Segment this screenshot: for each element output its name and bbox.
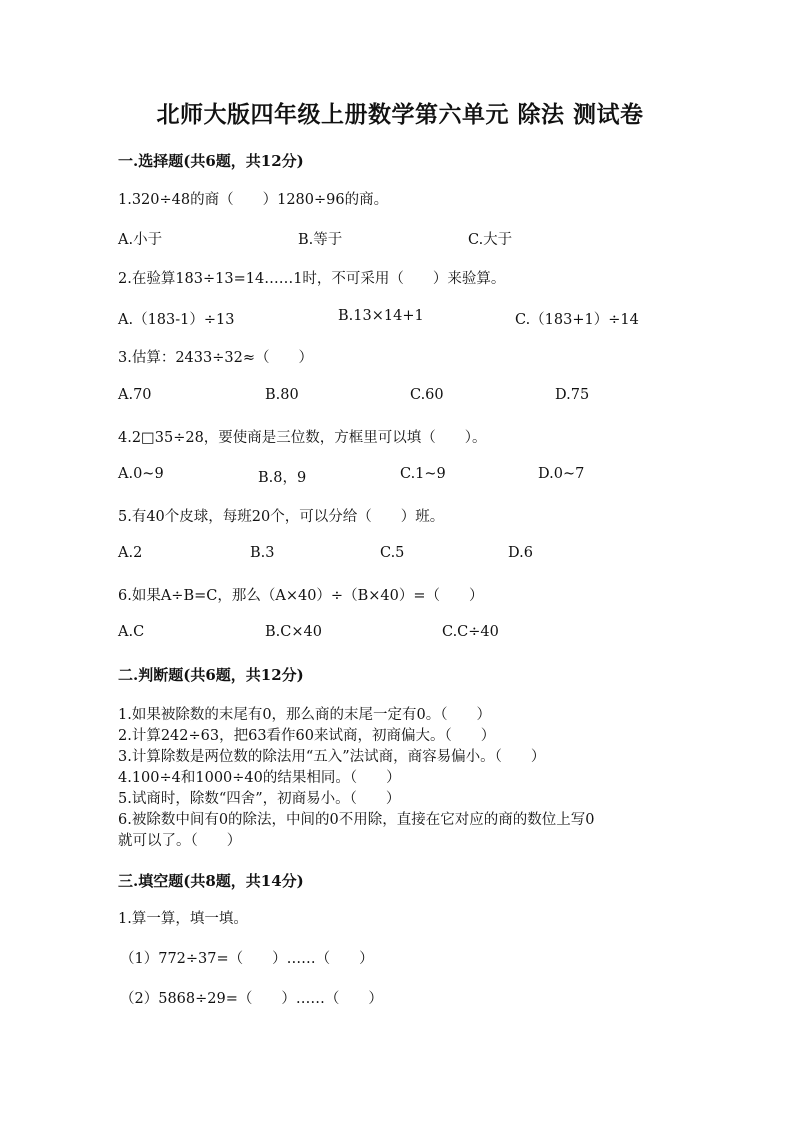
q4-option-b: B.8，9: [258, 470, 307, 486]
q4-option-d: D.0~7: [538, 466, 585, 482]
q3-option-a: A.70: [118, 387, 152, 403]
q1-option-a: A.小于: [118, 232, 163, 248]
judge-line-6-cont: 就可以了。（ ）: [118, 833, 242, 849]
judge-line-4: 4.100÷4和1000÷40的结果相同。（ ）: [118, 770, 401, 786]
q3-option-c: C.60: [410, 387, 444, 403]
judge-line-2: 2.计算242÷63，把63看作60来试商，初商偏大。（ ）: [118, 728, 496, 744]
q6-option-a: A.C: [118, 624, 145, 640]
q1-option-b: B.等于: [298, 232, 343, 248]
q2-option-c: C.（183+1）÷14: [515, 312, 639, 328]
question-2: 2.在验算183÷13=14……1时，不可采用（ ）来验算。: [118, 271, 506, 287]
question-3: 3.估算：2433÷32≈（ ）: [118, 350, 313, 366]
q4-option-a: A.0~9: [118, 466, 164, 482]
q3-option-d: D.75: [555, 387, 590, 403]
q5-option-a: A.2: [118, 545, 143, 561]
question-6: 6.如果A÷B=C，那么（A×40）÷（B×40）=（ ）: [118, 588, 484, 604]
q5-option-b: B.3: [250, 545, 275, 561]
fill-sub-2: （2）5868÷29=（ ）……（ ）: [120, 991, 383, 1007]
judge-line-1: 1.如果被除数的末尾有0，那么商的末尾一定有0。（ ）: [118, 707, 492, 723]
q2-option-a: A.（183-1）÷13: [118, 312, 235, 328]
section-heading-judge: 二.判断题(共6题，共12分): [118, 666, 304, 684]
q5-option-d: D.6: [508, 545, 533, 561]
question-1: 1.320÷48的商（ ）1280÷96的商。: [118, 192, 389, 208]
q1-option-c: C.大于: [468, 232, 513, 248]
q6-option-b: B.C×40: [265, 624, 322, 640]
judge-line-5: 5.试商时，除数“四舍”，初商易小。（ ）: [118, 791, 401, 807]
question-4: 4.2□35÷28，要使商是三位数，方框里可以填（ ）。: [118, 430, 487, 446]
question-5: 5.有40个皮球，每班20个，可以分给（ ）班。: [118, 509, 445, 525]
q3-option-b: B.80: [265, 387, 299, 403]
judge-line-6: 6.被除数中间有0的除法，中间的0不用除，直接在它对应的商的数位上写0: [118, 812, 595, 828]
q6-option-c: C.C÷40: [442, 624, 499, 640]
section-heading-choice: 一.选择题(共6题，共12分): [118, 152, 304, 170]
fill-question-1: 1.算一算，填一填。: [118, 911, 248, 927]
q5-option-c: C.5: [380, 545, 405, 561]
q4-option-c: C.1~9: [400, 466, 446, 482]
fill-sub-1: （1）772÷37=（ ）……（ ）: [120, 951, 374, 967]
section-heading-fill: 三.填空题(共8题，共14分): [118, 872, 304, 890]
page-title: 北师大版四年级上册数学第六单元 除法 测试卷: [156, 101, 644, 128]
q2-option-b: B.13×14+1: [338, 308, 424, 324]
judge-line-3: 3.计算除数是两位数的除法用“五入”法试商，商容易偏小。（ ）: [118, 749, 546, 765]
